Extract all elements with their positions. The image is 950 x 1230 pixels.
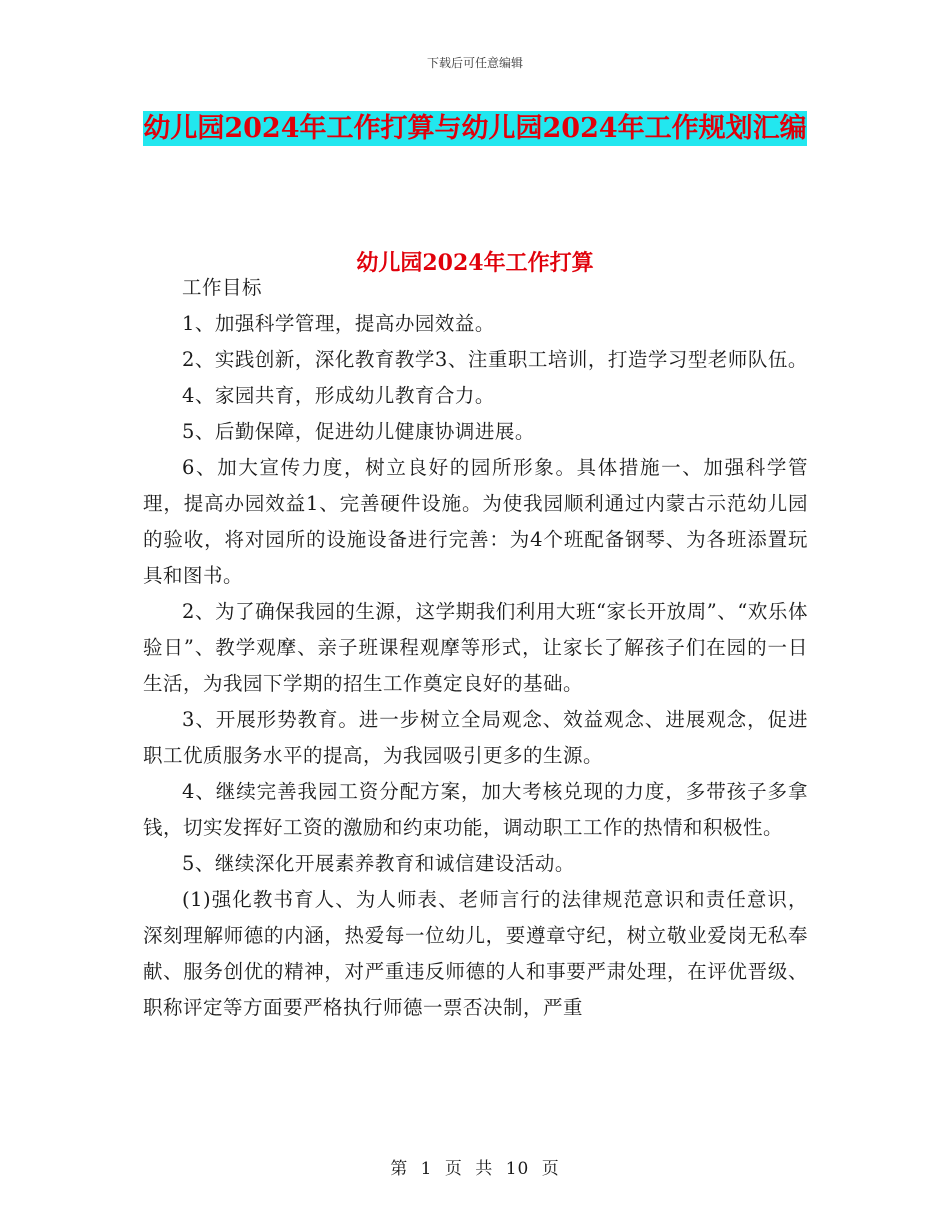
document-title-text: 幼儿园2024年工作打算与幼儿园2024年工作规划汇编 [143,113,807,144]
total-pages: 10 [505,1159,530,1179]
page-footer [0,1154,950,1179]
paragraph: 5、后勤保障，促进幼儿健康协调进展。 [182,420,535,443]
paragraph: 2、为了确保我园的生源，这学期我们利用大班“家长开放周”、“欢乐体验日”、教学观摩、亲子班课程观摩等形式，让家长了解孩子们在园的一日生活，为我园下学期的招生工作奠定良好的基础。 [143,600,808,695]
page-number: 1 [420,1159,433,1179]
paragraph-work-goals: 工作目标 [182,276,263,299]
paragraph: 3、开展形势教育。进一步树立全局观念、效益观念、进展观念，促进职工优质服务水平的提高，为我园吸引更多的生源。 [143,708,808,767]
footer-mid: 页 [444,1159,463,1179]
document-body [143,270,808,1026]
document-title [140,106,810,152]
footer-suffix: 页 [541,1159,560,1179]
paragraph: 6、加大宣传力度，树立良好的园所形象。具体措施一、加强科学管理，提高办园效益1、完善硬件设施。为使我园顺利通过内蒙古示范幼儿园的验收，将对园所的设施设备进行完善：为4个班配备钢琴、为各班添置玩具和图书。 [143,456,808,587]
paragraph: 1、加强科学管理，提高办园效益。 [182,312,495,335]
header-note: 下载后可任意编辑 [426,56,523,70]
paragraph: (1)强化教书育人、为人师表、老师言行的法律规范意识和责任意识，深刻理解师德的内涵，热爱每一位幼儿，要遵章守纪，树立敬业爱岗无私奉献、服务创优的精神，对严重违反师德的人和事要严肃处理，在评优晋级、职称评定等方面要严格执行师德一票否决制，严重 [143,888,808,1019]
section-title: 幼儿园2024年工作打算 [356,250,594,276]
footer-prefix: 第 [390,1159,409,1179]
paragraph: 2、实践创新，深化教育教学3、注重职工培训，打造学习型老师队伍。 [182,348,808,371]
paragraph: 4、家园共育，形成幼儿教育合力。 [182,384,495,407]
paragraph: 4、继续完善我园工资分配方案，加大考核兑现的力度，多带孩子多拿钱，切实发挥好工资的激励和约束功能，调动职工工作的热情和积极性。 [143,780,808,839]
footer-total-prefix: 共 [475,1159,494,1179]
paragraph: 5、继续深化开展素养教育和诚信建设活动。 [182,852,575,875]
